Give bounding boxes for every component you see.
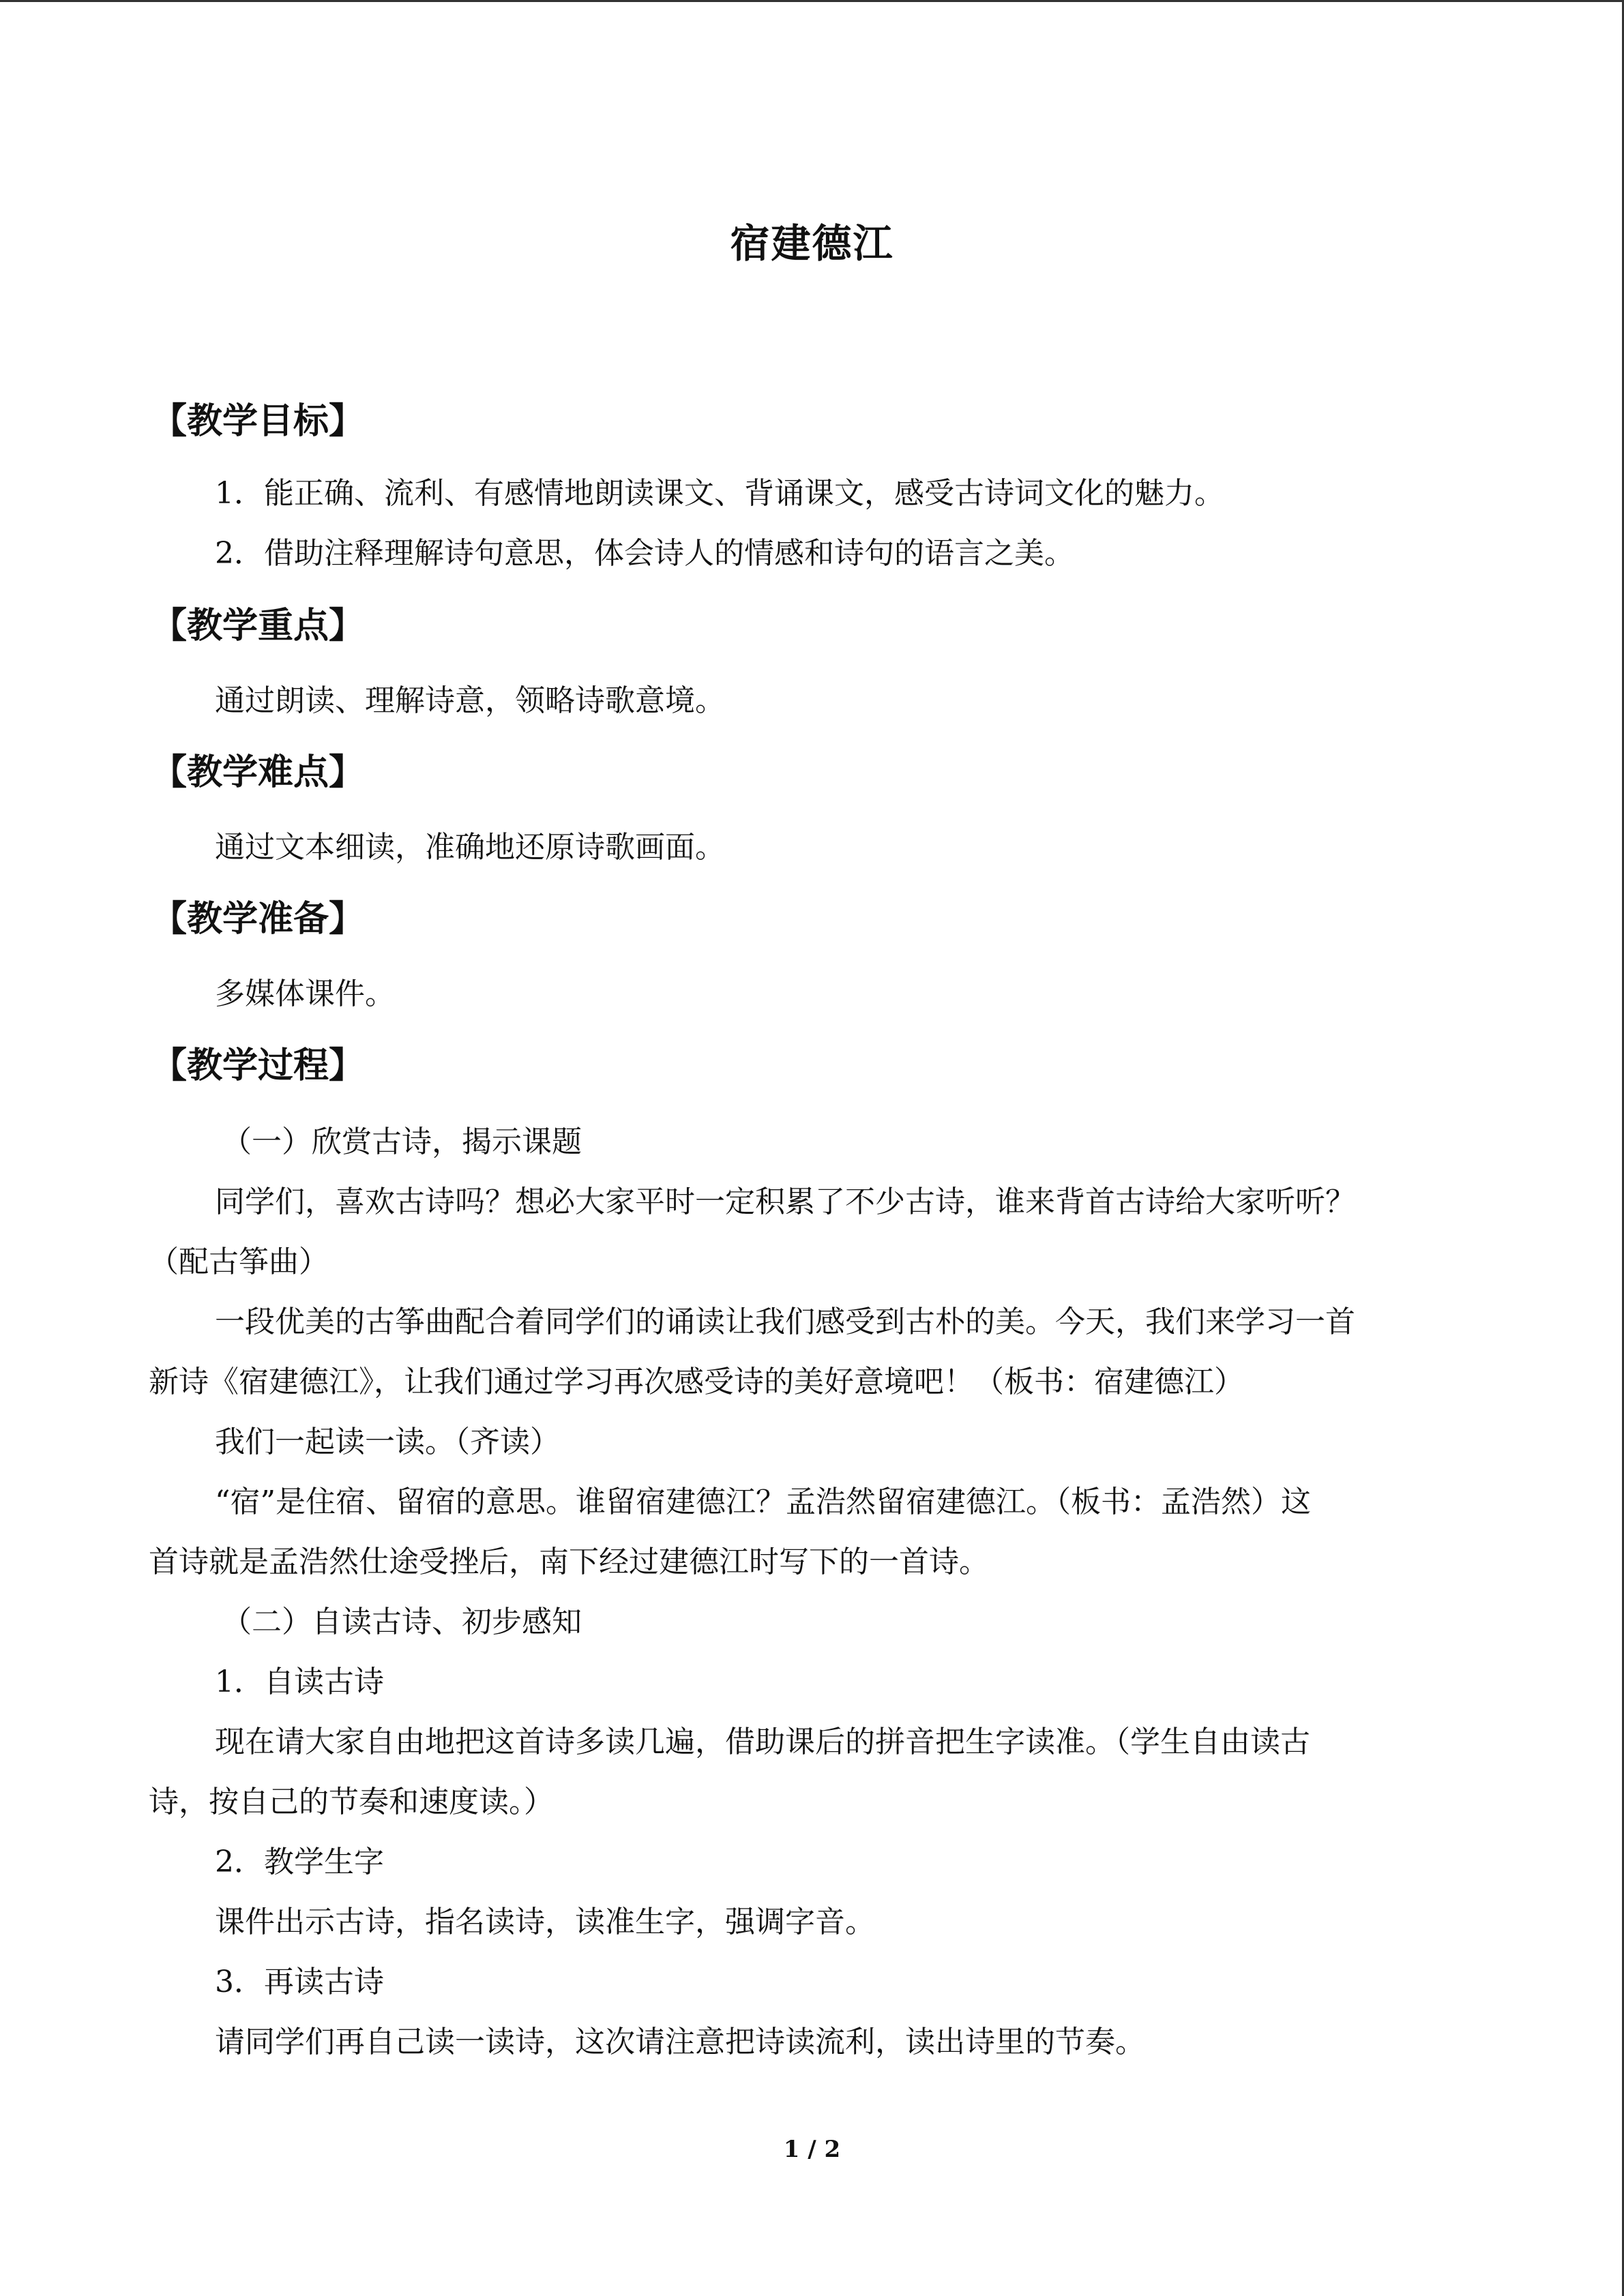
heading-process: 【教学过程】	[151, 1045, 365, 1086]
paragraph-4-line-1: “宿”是住宿、留宿的意思。谁留宿建德江？孟浩然留宿建德江。（板书：孟浩然）这	[215, 1485, 1311, 1519]
heading-key-points: 【教学重点】	[151, 606, 365, 646]
step-2-title: 2．教学生字	[215, 1845, 384, 1879]
section-1-title: （一）欣赏古诗，揭示课题	[222, 1124, 582, 1159]
step-3-title: 3．再读古诗	[215, 1965, 384, 1999]
objective-2: 2．借助注释理解诗句意思，体会诗人的情感和诗句的语言之美。	[215, 536, 1074, 571]
page-top-border	[0, 0, 1624, 2]
heading-objectives: 【教学目标】	[151, 401, 365, 442]
document-title: 宿建德江	[730, 220, 894, 267]
paragraph-2-line-2: 新诗《宿建德江》，让我们通过学习再次感受诗的美好意境吧！（板书：宿建德江）	[149, 1365, 1244, 1399]
step-2-text: 课件出示古诗，指名读诗，读准生字，强调字音。	[215, 1905, 875, 1939]
difficulty-text: 通过文本细读，准确地还原诗歌画面。	[215, 830, 725, 865]
heading-difficulties: 【教学难点】	[151, 752, 365, 793]
paragraph-4-line-2: 首诗就是孟浩然仕途受挫后，南下经过建德江时写下的一首诗。	[149, 1545, 989, 1579]
step-1-title: 1．自读古诗	[215, 1665, 384, 1699]
paragraph-3: 我们一起读一读。（齐读）	[215, 1425, 560, 1459]
step-1-line-1: 现在请大家自由地把这首诗多读几遍，借助课后的拼音把生字读准。（学生自由读古	[215, 1725, 1310, 1759]
section-2-title: （二）自读古诗、初步感知	[222, 1605, 582, 1639]
page-number: 1 / 2	[783, 2136, 841, 2163]
paragraph-1-line-2: （配古筝曲）	[149, 1244, 329, 1279]
paragraph-2-line-1: 一段优美的古筝曲配合着同学们的诵读让我们感受到古朴的美。今天，我们来学习一首	[215, 1304, 1355, 1339]
heading-preparation: 【教学准备】	[151, 899, 365, 940]
paragraph-1-line-1: 同学们，喜欢古诗吗？想必大家平时一定积累了不少古诗，谁来背首古诗给大家听听？	[215, 1184, 1355, 1219]
objective-1: 1．能正确、流利、有感情地朗读课文、背诵课文，感受古诗词文化的魅力。	[215, 476, 1224, 511]
key-point-text: 通过朗读、理解诗意，领略诗歌意境。	[215, 683, 725, 718]
step-1-line-2: 诗，按自己的节奏和速度读。）	[149, 1785, 554, 1819]
preparation-text: 多媒体课件。	[215, 976, 395, 1011]
step-3-text: 请同学们再自己读一读诗，这次请注意把诗读流利，读出诗里的节奏。	[215, 2025, 1145, 2059]
